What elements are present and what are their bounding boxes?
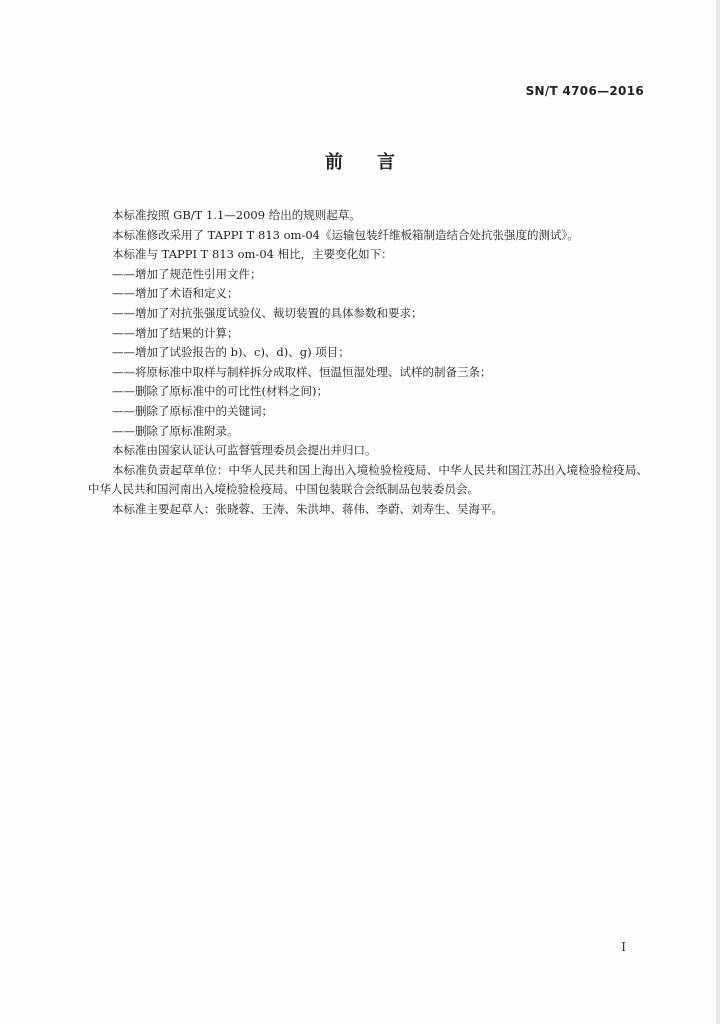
page-number: I (621, 940, 626, 954)
list-item-change: ——删除了原标准中的可比性(材料之间)； (112, 384, 328, 399)
paragraph-drafting-rules: 本标准按照 GB/T 1.1—2009 给出的规则起草。 (112, 208, 361, 222)
foreword-body (88, 206, 648, 520)
list-item-change: ——增加了规范性引用文件； (112, 266, 262, 281)
paragraph-drafters: 本标准主要起草人：张晓蓉、王涛、朱洪坤、蒋伟、李蔚、刘寿生、吴海平。 (112, 501, 503, 516)
paragraph-adoption: 本标准修改采用了 TAPPI T 813 om-04《运输包装纤维板箱制造结合处抗张强度的测试》。 (112, 227, 579, 242)
list-item-change: ——删除了原标准附录。 (112, 423, 239, 438)
list-item-change: ——增加了结果的计算； (112, 325, 239, 340)
paragraph-proposer: 本标准由国家认证认可监督管理委员会提出并归口。 (112, 443, 377, 458)
list-item-change: ——增加了术语和定义； (112, 286, 239, 301)
list-item-change: ——将原标准中取样与制样拆分成取样、恒温恒湿处理、试样的制备三条； (112, 364, 492, 379)
list-item-change: ——增加了对抗张强度试验仪、裁切装置的具体参数和要求； (112, 305, 423, 320)
paragraph-changes-intro: 本标准与 TAPPI T 813 om-04 相比，主要变化如下： (112, 247, 393, 262)
paragraph-drafting-units: 本标准负责起草单位：中华人民共和国上海出入境检验检疫局、中华人民共和国江苏出入境检验检疫局、中华人民共和国河南出入境检验检疫局、中国包装联合会纸制品包装委员会。 (88, 462, 648, 497)
list-item-change: ——增加了试验报告的 b)、c)、d)、g) 项目； (112, 345, 350, 360)
list-item-change: ——删除了原标准中的关键词； (112, 403, 273, 418)
page-title: 前言 (325, 152, 429, 173)
standard-number: SN/T 4706—2016 (525, 84, 644, 98)
